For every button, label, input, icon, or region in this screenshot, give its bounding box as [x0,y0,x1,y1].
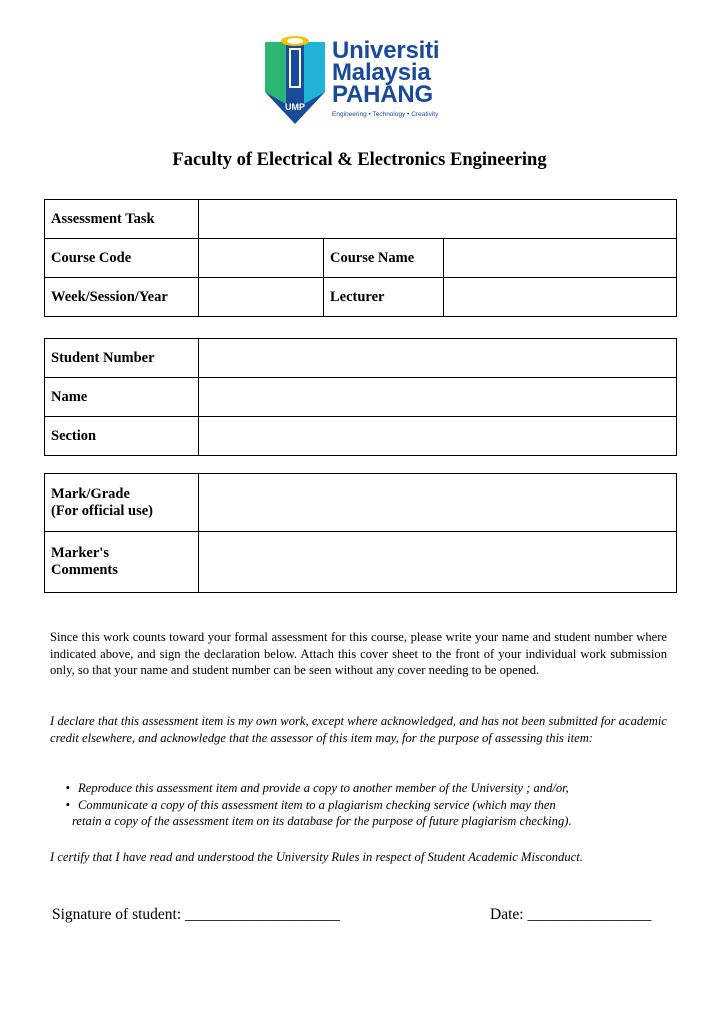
svg-text:UMP: UMP [285,102,305,112]
logo-line-2: Malaysia [332,59,431,86]
bullet-text: Communicate a copy of this assessment item to a plagiarism checking service (which may then [78,797,556,812]
name-field[interactable] [199,378,677,417]
bullet-icon: • [65,797,70,812]
certification-paragraph: I certify that I have read and understood the University Rules in respect of Student Academic Misconduct. [50,850,583,864]
assessment-task-label: Assessment Task [45,200,199,239]
mark-grade-field[interactable] [199,474,677,532]
declaration-bullets [50,780,667,830]
signature-label: Signature of student: [52,906,182,923]
student-number-label: Student Number [45,339,199,378]
logo-line-1: Universiti [332,37,440,64]
declaration-paragraph: I declare that this assessment item is my own work, except where acknowledged, and has not been submitted for academic credit elsewhere, and acknowledge that the assessor of this item may, for the purpose of assessing this item: [50,714,667,745]
marker-comments-label [45,532,199,593]
signature-line [52,906,340,924]
marker-comments-label-line2: Comments [51,562,118,578]
bullet-item [50,780,667,797]
course-name-label: Course Name [324,239,444,278]
assessment-task-field[interactable] [199,200,677,239]
student-info-table [44,338,677,456]
bullet-item [50,797,667,814]
instructions-paragraph: Since this work counts toward your formal assessment for this course, please write your name and student number where indicated above, and sign the declaration below. Attach this cover sheet to the front of your individual work submission only, so that your name and student number can be seen without any cover needing to be opened. [50,630,667,677]
mark-grade-label [45,474,199,532]
week-session-year-field[interactable] [199,278,324,317]
signature-field[interactable]: ____________________ [185,906,341,923]
lecturer-label: Lecturer [324,278,444,317]
logo-line-3: PAHANG [332,81,434,108]
date-line [490,906,651,924]
faculty-title: Faculty of Electrical & Electronics Engineering [172,150,547,170]
university-logo [262,34,462,126]
mark-grade-label-line2: (For official use) [51,502,154,519]
week-session-year-label: Week/Session/Year [45,278,199,317]
course-name-field[interactable] [444,239,677,278]
section-label: Section [45,417,199,456]
logo-wordmark [332,37,440,118]
date-label: Date: [490,906,524,923]
section-field[interactable] [199,417,677,456]
marker-comments-field[interactable] [199,532,677,593]
marks-table [44,473,677,593]
mark-grade-label-line1: Mark/Grade [51,485,130,502]
course-code-field[interactable] [199,239,324,278]
name-label: Name [45,378,199,417]
bullet-icon: • [65,781,70,795]
ump-shield-icon [262,34,328,126]
bullet-text: Reproduce this assessment item and provide a copy to another member of the University ; and/or, [78,781,569,795]
bullet-continuation: retain a copy of the assessment item on its database for the purpose of future plagiarism checking). [72,814,572,828]
lecturer-field[interactable] [444,278,677,317]
course-code-label: Course Code [45,239,199,278]
course-info-table [44,199,677,317]
logo-tagline: Engineering • Technology • Creativity [332,111,439,118]
student-number-field[interactable] [199,339,677,378]
marker-comments-label-line1: Marker's [51,545,109,561]
date-field[interactable]: ________________ [527,906,652,923]
